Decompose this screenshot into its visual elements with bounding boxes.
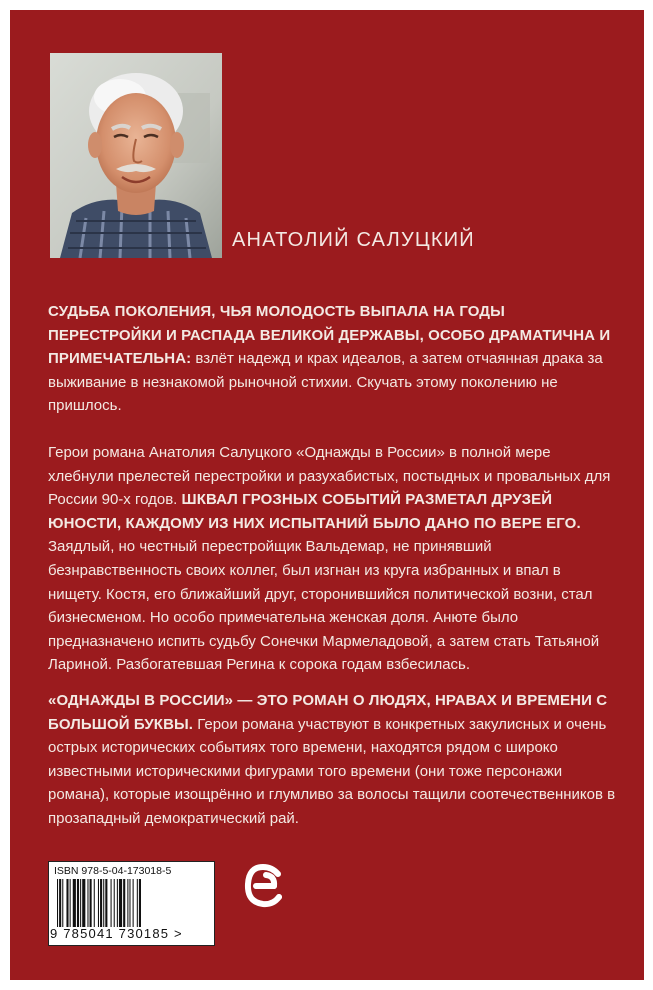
author-name: АНАТОЛИЙ САЛУЦКИЙ bbox=[232, 229, 475, 251]
paragraph-intro-bold: СУДЬБА ПОКОЛЕНИЯ, ЧЬЯ МОЛОДОСТЬ ВЫПАЛА НА ГОДЫ ПЕРЕСТРОЙКИ И РАСПАДА ВЕЛИКОЙ ДЕРЖАВЫ, ОСОБО ДРАМАТИЧНА И ПРИМЕЧАТЕЛЬНА: bbox=[48, 303, 611, 368]
paragraph-summary-text: Герои романа участвуют в конкретных закулисных и очень острых исторических событиях того времени, находятся рядом с широко известными историческими фигурами того времени (они тоже персонажи романа), которые изощрённо и глумливо за волосы тащили соотечественников в прозападный демократический рай. bbox=[48, 715, 616, 827]
barcode-digits: 9 785041 730185 > bbox=[50, 926, 183, 941]
paragraph-intro bbox=[48, 300, 618, 418]
author-photo bbox=[50, 53, 222, 258]
paragraph-intro-text: взлёт надежд и крах идеалов, а затем отчаянная драка за выживание в незнакомой рыночной стихии. Скучать этому поколению не пришлось. bbox=[48, 350, 603, 415]
isbn-barcode bbox=[48, 861, 215, 946]
barcode-bars bbox=[55, 879, 207, 927]
paragraph-plot-bold: ШКВАЛ ГРОЗНЫХ СОБЫТИЙ РАЗМЕТАЛ ДРУЗЕЙ ЮНОСТИ, КАЖДОМУ ИЗ НИХ ИСПЫТАНИЙ БЫЛО ДАНО ПО ВЕРЕ ЕГО. bbox=[48, 491, 581, 532]
book-back-cover bbox=[10, 10, 644, 980]
paragraph-summary-bold: «ОДНАЖДЫ В РОССИИ» — ЭТО РОМАН О ЛЮДЯХ, НРАВАХ И ВРЕМЕНИ С БОЛЬШОЙ БУКВЫ. bbox=[48, 692, 608, 733]
eksmo-logo-icon bbox=[244, 864, 284, 908]
author-portrait-icon bbox=[50, 53, 222, 258]
isbn-label: ISBN 978-5-04-173018-5 bbox=[54, 865, 172, 877]
paragraph-plot-text-2: Заядлый, но честный перестройщик Вальдемар, не принявший безнравственность своих коллег, был изгнан из круга избранных и впал в нищету. Костя, его ближайший друг, сторонившийся политической возни, стал бизнесменом. Но особо примечательна женская доля. Анюте было предназначено испить судьбу Сонечки Мармеладовой, а затем стать Татьяной Лариной. Разбогатевшая Регина к сорока годам взбесилась. bbox=[48, 538, 600, 674]
paragraph-plot bbox=[48, 441, 618, 677]
paragraph-plot-text-1: Герои романа Анатолия Салуцкого «Однажды в России» в полной мере хлебнули прелестей перестройки и разухабистых, постыдных и провальных для России 90-х годов. bbox=[48, 444, 611, 509]
paragraph-summary bbox=[48, 689, 618, 831]
